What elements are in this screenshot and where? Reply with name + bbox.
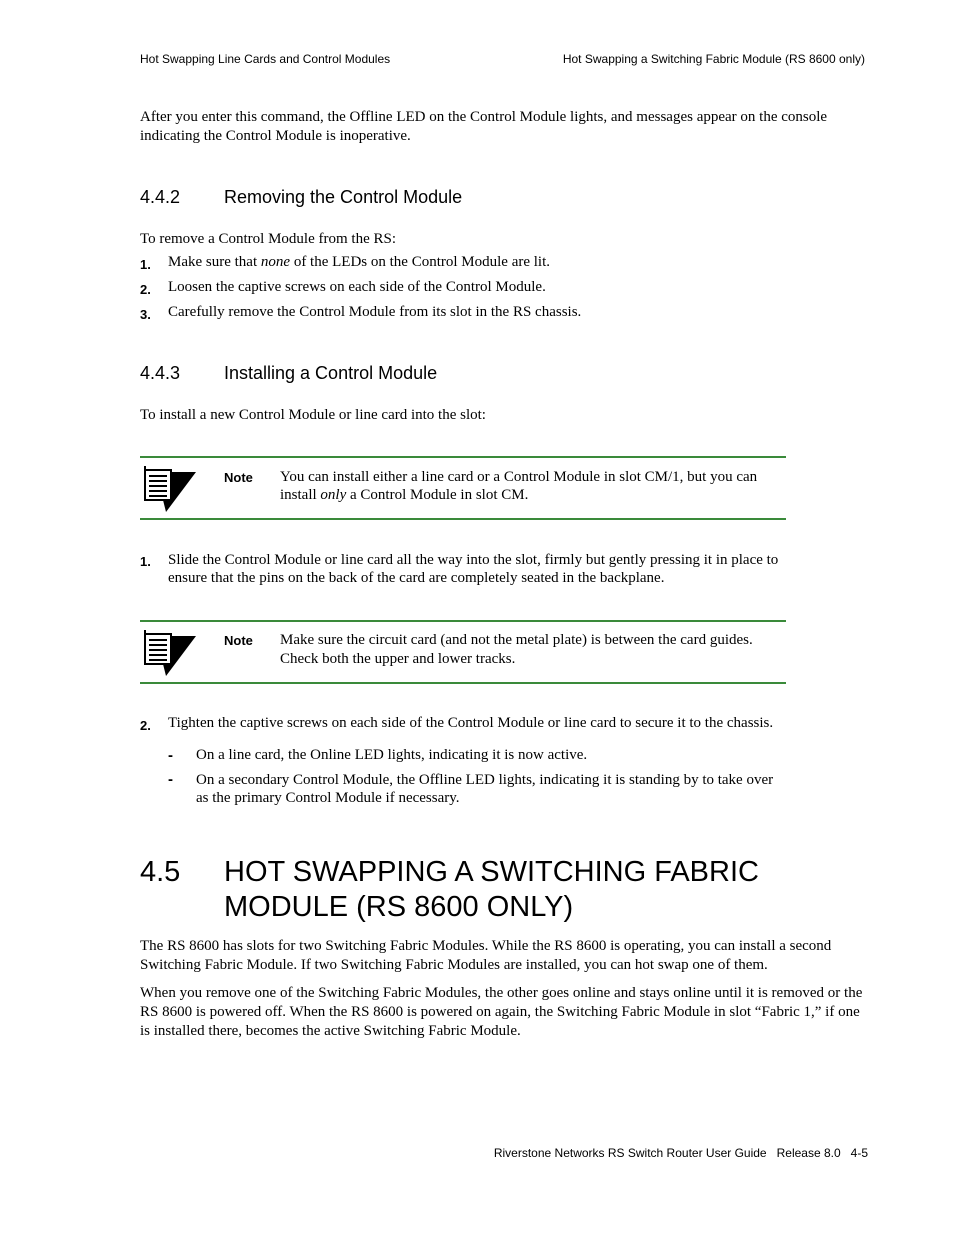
step-text: Carefully remove the Control Module from its slot in the RS chassis. <box>168 304 582 320</box>
step-text-before: Make sure that <box>168 254 261 270</box>
bullet-dash: - <box>168 747 173 764</box>
note-text-after: a Control Module in slot CM. <box>346 487 529 503</box>
bullet-dash: - <box>168 771 173 788</box>
step-number: 2. <box>140 718 151 733</box>
note-box-2 <box>140 620 786 684</box>
section-heading-4-4-2 <box>140 187 740 209</box>
section-title: Installing a Control Module <box>224 363 438 383</box>
step-text-after: of the LEDs on the Control Module are lit. <box>290 254 551 270</box>
note-pad-icon <box>142 630 198 681</box>
running-head-right: Hot Swapping a Switching Fabric Module (RS 8600 only) <box>562 52 865 66</box>
removal-step-1 <box>140 253 790 272</box>
section-title: Removing the Control Module <box>224 187 463 207</box>
removal-step-2 <box>140 278 790 297</box>
step-number: 2. <box>140 282 151 297</box>
section-heading-4-5 <box>140 855 900 927</box>
removal-lead: To remove a Control Module from the RS: <box>140 231 396 247</box>
install-step-2 <box>140 714 820 733</box>
install-lead: To install a new Control Module or line card into the slot: <box>140 407 486 423</box>
note-label: Note <box>224 470 253 485</box>
intro-paragraph: After you enter this command, the Offline LED on the Control Module lights, and messages appear on the console indicating the Control Module is inoperative. <box>140 109 828 144</box>
install-step-1 <box>140 551 790 587</box>
section-number: 4.4.3 <box>140 363 181 383</box>
section-number: 4.5 <box>140 856 181 888</box>
bullet-item-2 <box>168 771 788 807</box>
step-text: Loosen the captive screws on each side of the Control Module. <box>168 279 546 295</box>
bullet-item-1 <box>168 746 788 765</box>
note-label: Note <box>224 633 253 648</box>
note-text: Make sure the circuit card (and not the metal plate) is between the card guides. Check both the upper and lower tracks. <box>280 632 753 667</box>
page-footer: Riverstone Networks RS Switch Router User Guide Release 8.0 4-5 <box>493 1146 868 1160</box>
note-pad-icon <box>142 466 198 517</box>
note-text-before: You can install either a line card or a Control Module in slot CM/1, but you can install <box>280 469 758 503</box>
section-number: 4.4.2 <box>140 187 181 207</box>
step-text-emphasis: none <box>260 254 291 270</box>
bullet-text: On a line card, the Online LED lights, indicating it is now active. <box>196 747 588 763</box>
section-title: HOT SWAPPING A SWITCHING FABRIC MODULE (RS 8600 ONLY) <box>224 856 759 923</box>
note-text-emphasis: only <box>320 487 347 503</box>
step-text: Slide the Control Module or line card all the way into the slot, firmly but gently pressing it in place to ensure that the pins on the back of the card are completely seated in the backplane. <box>168 552 779 586</box>
step-number: 1. <box>140 257 151 272</box>
removal-step-3 <box>140 303 790 322</box>
note-text <box>280 468 780 504</box>
fabric-paragraph-1: The RS 8600 has slots for two Switching Fabric Modules. While the RS 8600 is operating, you can install a second Switching Fabric Module. If two Switching Fabric Modules are installed, you can hot swap one of them. <box>140 938 832 973</box>
step-text: Tighten the captive screws on each side of the Control Module or line card to secure it to the chassis. <box>168 715 774 731</box>
running-head-left: Hot Swapping Line Cards and Control Modules <box>140 52 391 66</box>
fabric-paragraph-2: When you remove one of the Switching Fabric Modules, the other goes online and stays online until it is removed or the RS 8600 is powered off. When the RS 8600 is powered on again, the Switching Fabric Module in slot “Fabric 1,” if one is installed there, becomes the active Switching Fabric Module. <box>140 985 863 1039</box>
note-box-1 <box>140 456 786 520</box>
step-number: 1. <box>140 554 151 569</box>
bullet-text: On a secondary Control Module, the Offline LED lights, indicating it is standing by to take over as the primary Control Module if necessary. <box>196 772 774 806</box>
step-number: 3. <box>140 307 151 322</box>
section-heading-4-4-3 <box>140 363 740 385</box>
